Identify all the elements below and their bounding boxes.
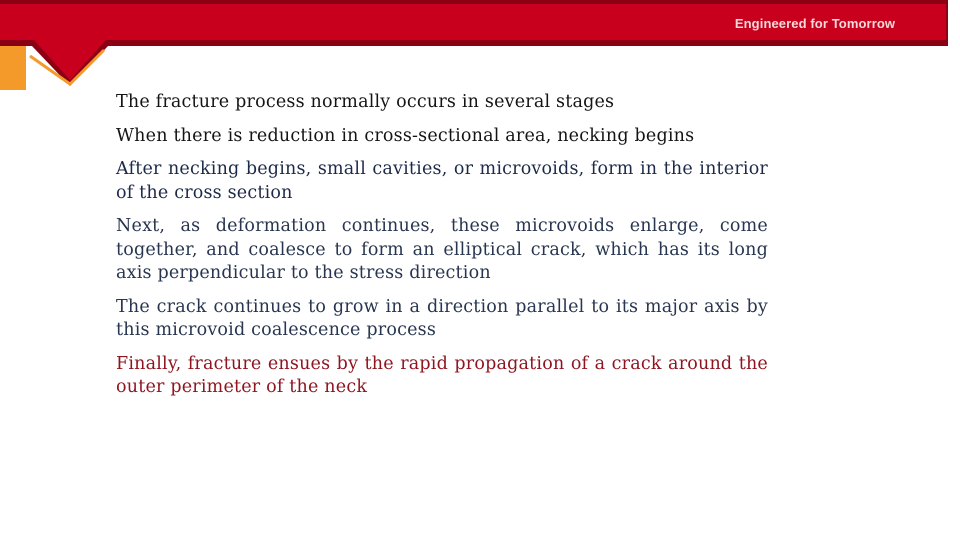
stage-paragraph-3: After necking begins, small cavities, or microvoids, form in the interior of the cross section	[116, 159, 768, 203]
brand-tagline: Engineered for Tomorrow	[734, 16, 896, 31]
stage-paragraph-6: Finally, fracture ensues by the rapid propagation of a crack around the outer perimeter of the neck	[116, 353, 768, 397]
stage-paragraph-5: The crack continues to grow in a direction parallel to its major axis by this microvoid coalescence process	[116, 296, 768, 340]
stage-paragraph-4: Next, as deformation continues, these microvoids enlarge, come together, and coalesce to form an elliptical crack, which has its long axis perpendicular to the stress direction	[116, 216, 768, 283]
stage-paragraph-1: The fracture process normally occurs in several stages	[116, 92, 615, 112]
header-banner	[0, 0, 960, 90]
stage-paragraph-2: When there is reduction in cross-sectional area, necking begins	[116, 125, 695, 146]
slide-body	[116, 91, 768, 410]
